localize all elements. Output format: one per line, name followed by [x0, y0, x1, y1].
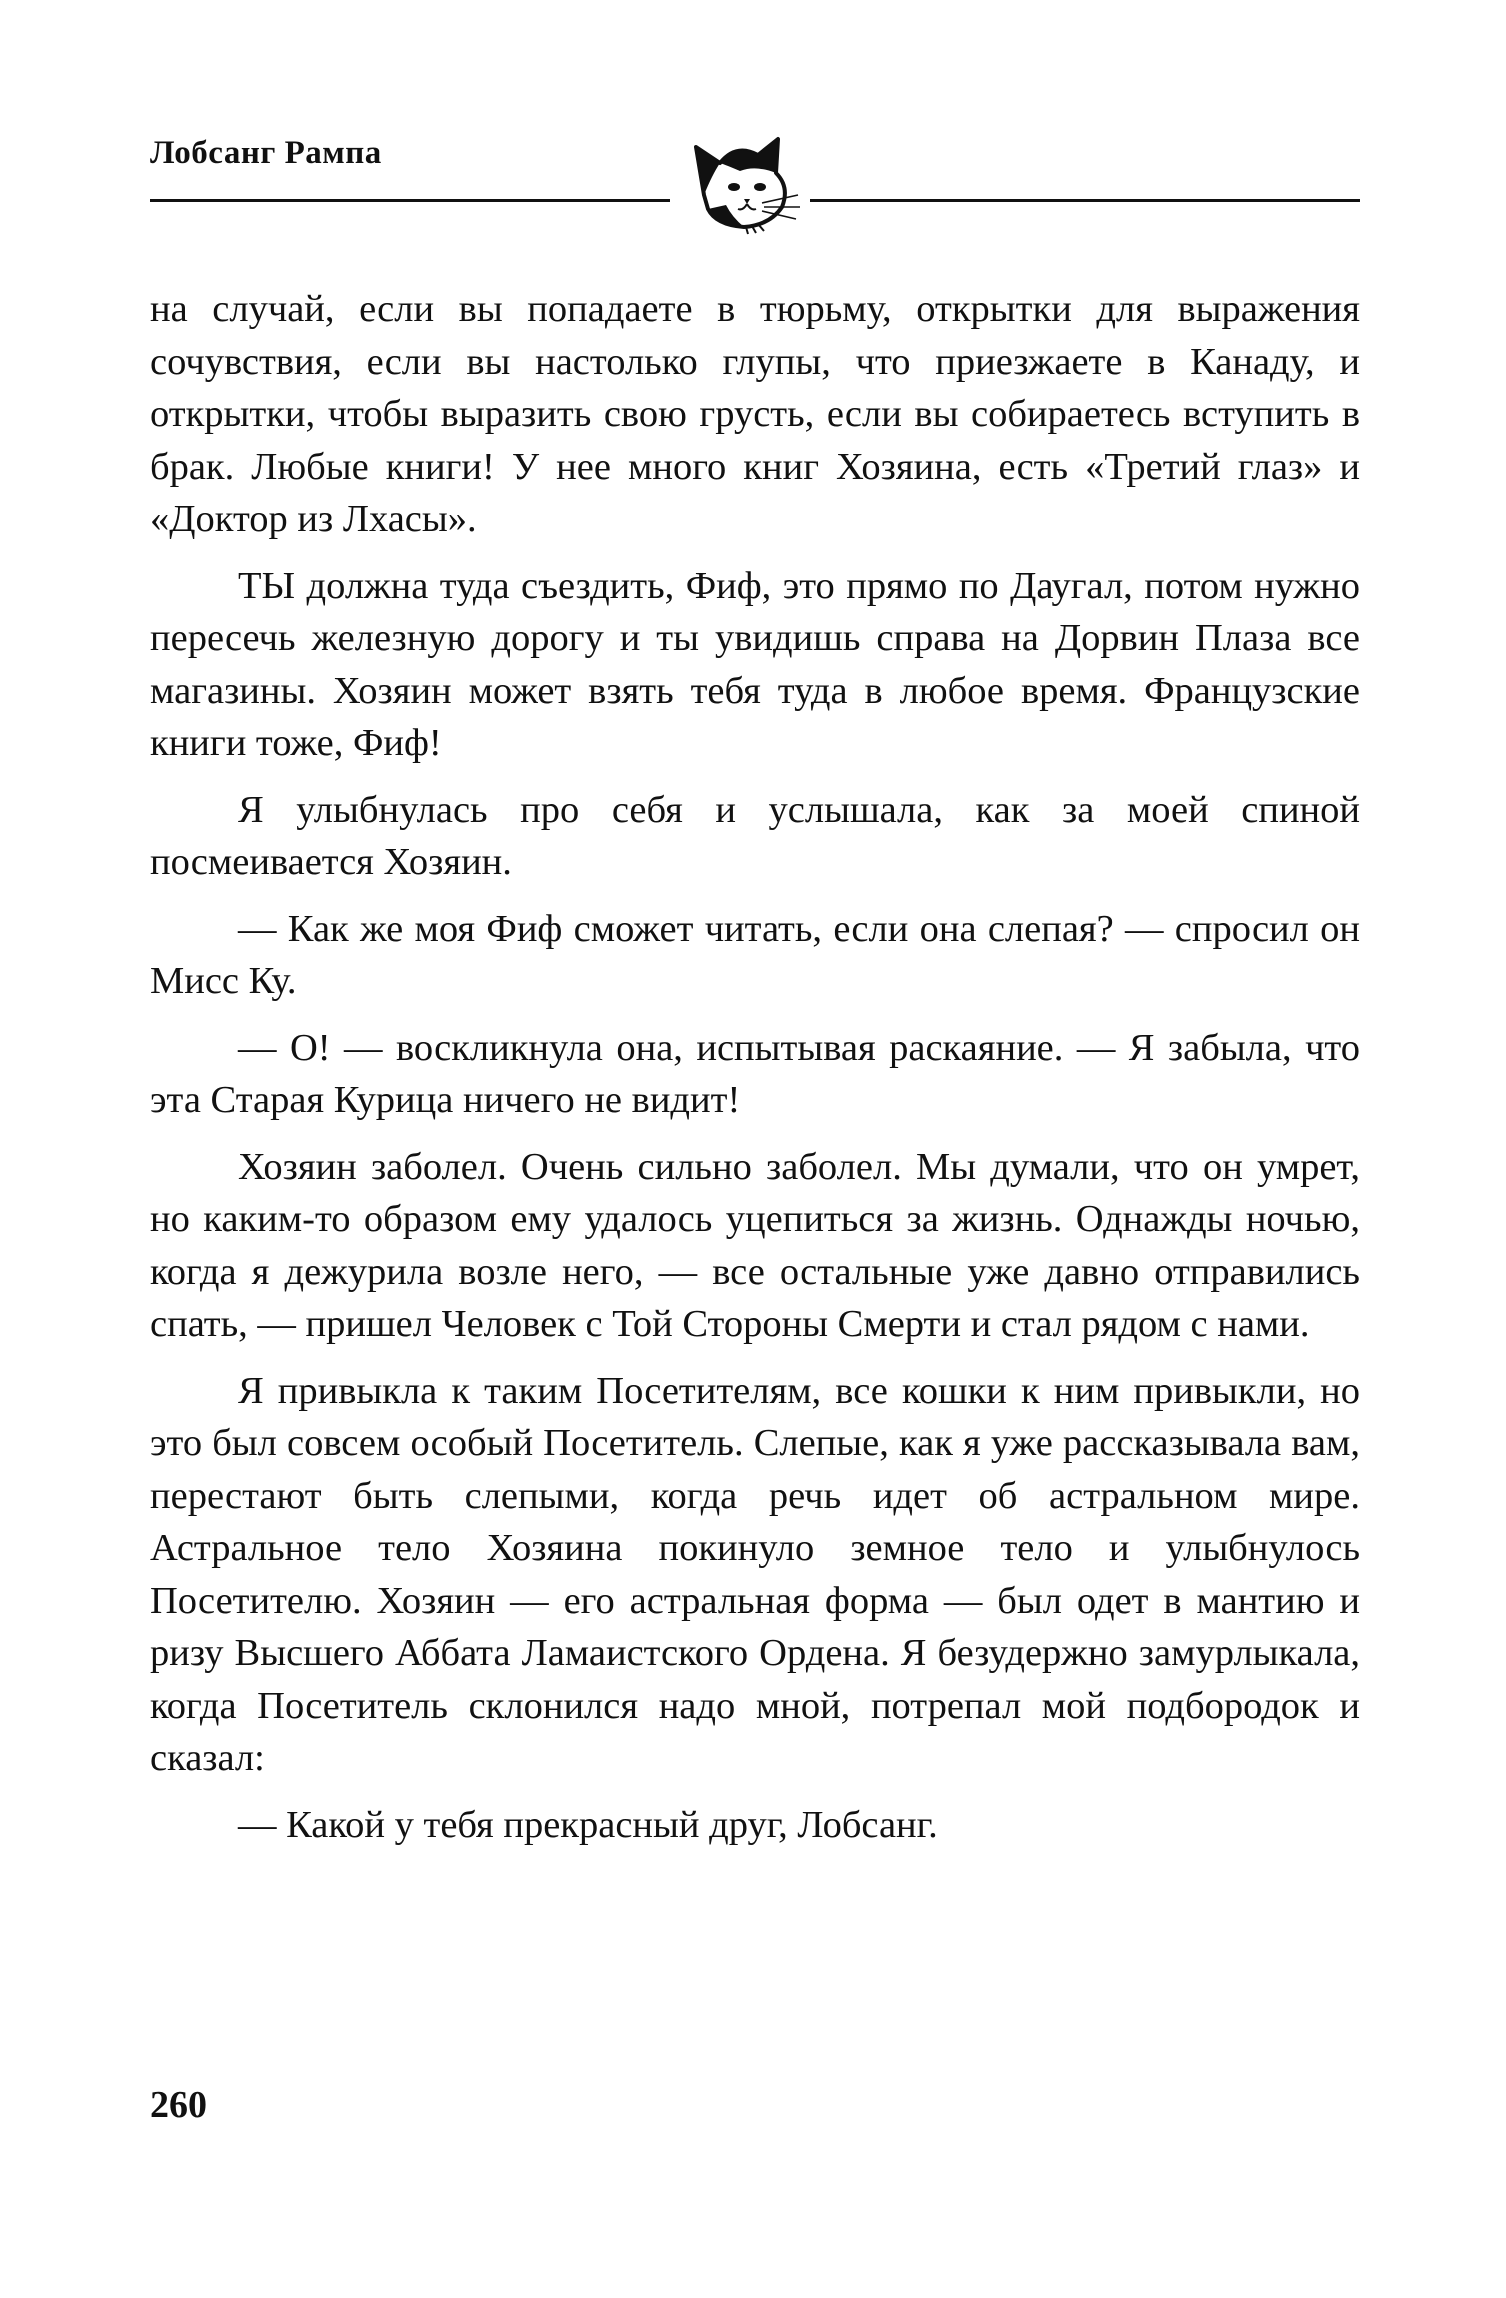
paragraph-5: — О! — воскликнула она, испытывая раскаяние. — Я забыла, что эта Старая Курица ничего не видит!: [150, 1026, 1360, 1121]
paragraph-3: Я улыбнулась про себя и услышала, как за моей спиной посмеивается Хозяин.: [150, 788, 1360, 883]
paragraph-7: Я привыкла к таким Посетителям, все кошки к ним привыкли, но это был совсем особый Посетитель. Слепые, как я уже рассказывала вам, перестают быть слепыми, когда речь идет об астральном мире. Астральное тело Хозяина покинуло земное тело и улыбнулось Посетителю. Хозяин — его астральная форма — был одет в мантию и ризу Высшего Аббата Ламаистского Ордена. Я безудержно замурлыкала, когда Посетитель склонился надо мной, потрепал мой подбородок и сказал:: [150, 1369, 1360, 1779]
paragraph-8: — Какой у тебя прекрасный друг, Лобсанг.: [238, 1803, 938, 1846]
header-rule-left: [150, 199, 670, 202]
paragraph-1: на случай, если вы попадаете в тюрьму, открытки для выражения сочувствия, если вы настолько глупы, что приезжаете в Канаду, и открытки, чтобы выразить свою грусть, если вы собираетесь вступить в брак. Любые книги! У нее много книг Хозяина, есть «Третий глаз» и «Доктор из Лхасы».: [150, 288, 1360, 540]
cat-head-icon: [686, 125, 806, 235]
running-header: [150, 125, 1360, 235]
paragraph-2: ТЫ должна туда съездить, Фиф, это прямо по Даугал, потом нужно пересечь железную дорогу и ты увидишь справа на Дорвин Плаза все магазины. Хозяин может взять тебя туда в любое время. Французские книги тоже, Фиф!: [150, 564, 1360, 764]
page-body: [150, 283, 1360, 1851]
paragraph-6: Хозяин заболел. Очень сильно заболел. Мы думали, что он умрет, но каким-то образом ему удалось уцепиться за жизнь. Однажды ночью, когда я дежурила возле него, — все остальные уже давно отправились спать, — пришел Человек с Той Стороны Смерти и стал рядом с нами.: [150, 1145, 1360, 1345]
running-header-author: Лобсанг Рампа: [150, 135, 382, 171]
page-number: 260: [150, 2084, 207, 2126]
header-rule-right: [810, 199, 1360, 202]
paragraph-4: — Как же моя Фиф сможет читать, если она слепая? — спросил он Мисс Ку.: [150, 907, 1360, 1002]
